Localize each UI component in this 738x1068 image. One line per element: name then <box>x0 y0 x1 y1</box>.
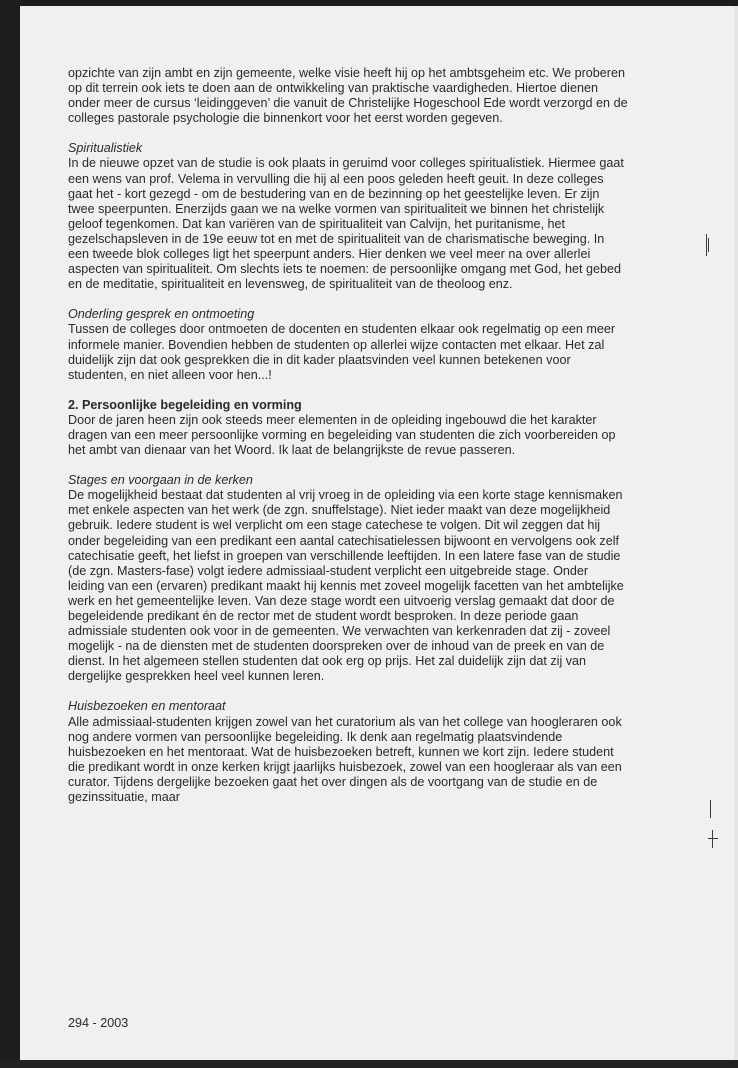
margin-mark <box>712 830 713 848</box>
section-heading: Spiritualistiek <box>68 141 143 156</box>
section-paragraph: Tussen de colleges door ontmoeten de docenten en studenten elkaar ook regelmatig op een meer informele manier. Bovendien hebben de studenten op allerlei wijze contacten met elkaar. Het zal duidelijk zijn dat ook gesprekken die in dit kader plaatsvinden veel kunnen betekenen voor studenten, en niet alleen voor hen...! <box>68 322 616 382</box>
section-paragraph: Alle admissiaal-studenten krijgen zowel van het curatorium als van het college van hoogleraren ook nog andere vormen van persoonlijke begeleiding. Ik denk aan regelmatig plaatsvindende huisbezoeken en het mentoraat. Wat de huisbezoeken betreft, kunnen we kort zijn. Iedere student die predikant wordt in onze kerken krijgt jaarlijks huisbezoek, zowel van een hoogleraar als van een curator. Tijdens dergelijke bezoeken gaat het over dingen als de voortgang van de studie en de gezinssituatie, maar <box>68 714 622 805</box>
document-body <box>68 66 628 805</box>
section-huisbezoeken <box>68 699 628 805</box>
section-spiritualistiek <box>68 141 628 292</box>
section-stages <box>68 473 628 684</box>
page-edge <box>734 6 738 1068</box>
page-number: 294 - 2003 <box>68 1016 129 1030</box>
section-heading: Onderling gesprek en ontmoeting <box>68 307 255 322</box>
margin-mark <box>708 238 709 252</box>
section-heading: 2. Persoonlijke begeleiding en vorming <box>68 397 302 412</box>
section-persoonlijke-begeleiding <box>68 398 628 458</box>
section-heading: Stages en voorgaan in de kerken <box>68 473 253 488</box>
intro-paragraph: opzichte van zijn ambt en zijn gemeente, welke visie heeft hij op het ambtsgeheim etc. We proberen op dit terrein ook iets te doen aan de ontwikkeling van praktische vaardigheden. Hiertoe dienen onder meer de cursus ‘leidinggeven’ die vanuit de Christelijke Hogeschool Ede wordt verzorgd en de colleges pastorale psychologie die binnenkort voor het eerst worden gegeven. <box>68 66 628 126</box>
section-heading: Huisbezoeken en mentoraat <box>68 699 226 714</box>
section-paragraph: Door de jaren heen zijn ook steeds meer elementen in de opleiding ingebouwd die het karakter dragen van een meer persoonlijke vorming en begeleiding van studenten die zich voorbereiden op het ambt van dienaar van het Woord. Ik laat de belangrijkste de revue passeren. <box>68 412 616 458</box>
section-paragraph: In de nieuwe opzet van de studie is ook plaats in geruimd voor colleges spiritualistiek. Hiermee gaat een wens van prof. Velema in vervulling die hij al een poos geleden heeft geuit. In deze colleges gaat het - kort gezegd - om de bestudering van en de bezinning op het geestelijke leven. Er zijn twee speerpunten. Enerzijds gaan we na welke vormen van spiritualiteit we binnen het christelijk geloof tegenkomen. Dat kan variëren van de spiritualiteit van Calvijn, het puritanisme, het gezelschapsleven in de 19e eeuw tot en met de spiritualiteit van de charismatische beweging. In een tweede blok colleges ligt het speerpunt anders. Hier denken we veel meer na over allerlei aspecten van spiritualiteit. Om slechts iets te noemen: de persoonlijke omgang met God, het gebed en de meditatie, spiritualiteit en levensweg, de spiritualiteit van de theoloog enz. <box>68 156 624 292</box>
section-paragraph: De mogelijkheid bestaat dat studenten al vrij vroeg in de opleiding via een korte stage kennismaken met enkele aspecten van het werk (de zgn. snuffelstage). Niet ieder maakt van deze mogelijkheid gebruik. Iedere student is wel verplicht om een stage catechese te volgen. Dit wil zeggen dat hij onder begeleiding van een predikant een aantal catechisatielessen bijwoont en vervolgens ook zelf catechisatie geeft, het liefst in groepen van verschillende leeftijden. In een latere fase van de studie (de zgn. Masters-fase) volgt iedere admissiaal-student verplicht een uitgebreide stage. Onder leiding van een (ervaren) predikant maakt hij kennis met zoveel mogelijk facetten van het ambtelijke werk en het gemeentelijke leven. Van deze stage wordt een uitvoerig verslag gemaakt dat door de begeleidende predikant én de rector met de student wordt besproken. In deze periode gaan admissiale studenten ook voor in de gemeenten. We verwachten van kerkenraden dat zij - zoveel mogelijk - na de diensten met de studenten doorspreken over de inhoud van de preek en van de dienst. In het algemeen stellen studenten dat ook erg op prijs. Het zal duidelijk zijn dat zij van dergelijke gesprekken heel veel kunnen leren. <box>68 488 624 684</box>
margin-mark <box>706 234 707 256</box>
section-onderling-gesprek <box>68 307 628 382</box>
scan-bottom-border <box>0 1060 738 1068</box>
margin-mark <box>708 838 718 839</box>
margin-mark <box>710 800 711 818</box>
